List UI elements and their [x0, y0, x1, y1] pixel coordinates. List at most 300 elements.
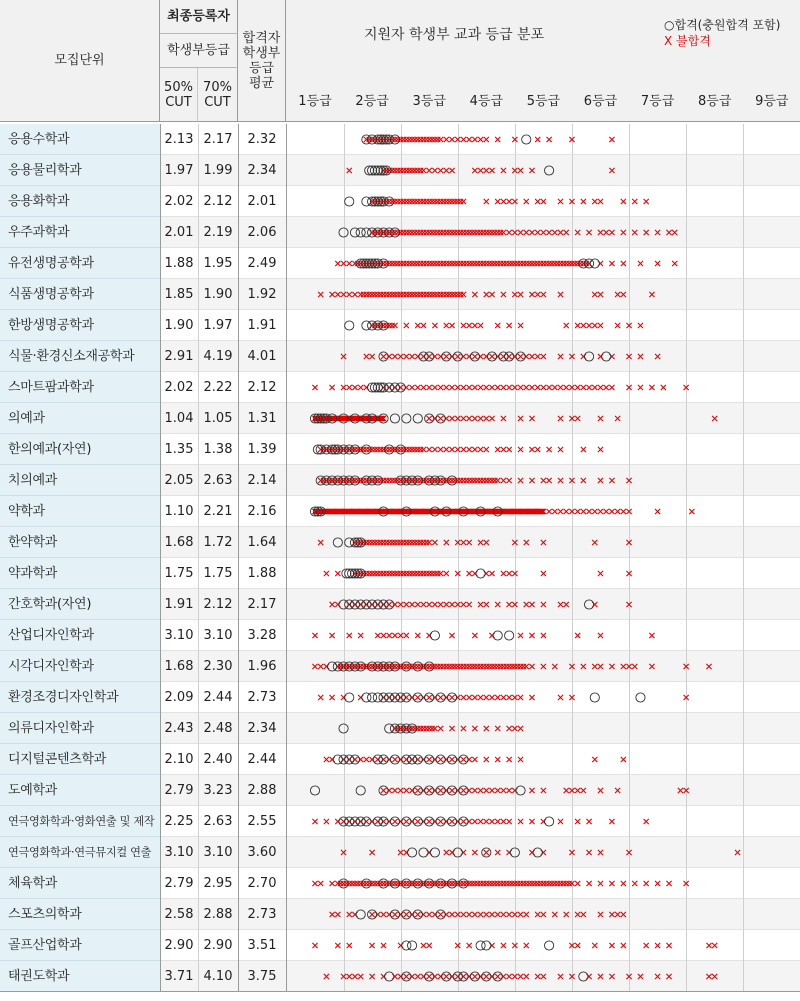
- fail-point: [404, 571, 409, 576]
- fail-point: [330, 695, 335, 700]
- fail-point: [569, 137, 574, 142]
- value-cut70: 1.05: [203, 411, 233, 426]
- fail-point: [435, 199, 440, 204]
- unit-name: 우주과학과: [0, 217, 160, 248]
- fail-point: [655, 974, 660, 979]
- fail-point: [524, 540, 529, 545]
- unit-name: 체육학과: [0, 868, 160, 899]
- fail-point: [484, 385, 489, 390]
- fail-point: [467, 261, 472, 266]
- fail-point: [569, 850, 574, 855]
- fail-point: [372, 447, 377, 452]
- fail-point: [644, 819, 649, 824]
- value-cut50: 3.10: [164, 628, 194, 643]
- fail-point: [455, 571, 460, 576]
- fail-point: [441, 292, 446, 297]
- fail-point: [438, 695, 443, 700]
- fail-point: [489, 230, 494, 235]
- fail-point: [549, 881, 554, 886]
- fail-point: [532, 261, 537, 266]
- value-cut50: 3.71: [164, 969, 194, 984]
- fail-point: [504, 664, 509, 669]
- fail-point: [432, 230, 437, 235]
- value-cut70: 4.19: [203, 349, 233, 364]
- fail-point: [655, 881, 660, 886]
- fail-point: [461, 664, 466, 669]
- fail-point: [478, 261, 483, 266]
- grade-label: 3등급: [412, 94, 446, 109]
- fail-point: [461, 695, 466, 700]
- unit-name: 골프산업학과: [0, 930, 160, 961]
- pass-point: [368, 693, 377, 702]
- fail-point: [518, 416, 523, 421]
- fail-point: [449, 447, 454, 452]
- pass-point: [402, 941, 411, 950]
- fail-point: [412, 540, 417, 545]
- fail-point: [421, 199, 426, 204]
- fail-point: [469, 881, 474, 886]
- fail-point: [449, 323, 454, 328]
- pass-point: [584, 600, 593, 609]
- fail-point: [404, 819, 409, 824]
- fail-point: [449, 912, 454, 917]
- fail-point: [421, 323, 426, 328]
- fail-point: [489, 354, 494, 359]
- fail-point: [609, 912, 614, 917]
- fail-point: [398, 571, 403, 576]
- fail-point: [370, 354, 375, 359]
- unit-name: 유전생명공학과: [0, 248, 160, 279]
- fail-point: [512, 137, 517, 142]
- fail-point: [427, 881, 432, 886]
- fail-point: [444, 168, 449, 173]
- fail-point: [398, 850, 403, 855]
- fail-point: [438, 385, 443, 390]
- fail-point: [518, 478, 523, 483]
- fail-point: [461, 819, 466, 824]
- fail-point: [444, 323, 449, 328]
- pass-point: [373, 693, 382, 702]
- fail-point: [438, 912, 443, 917]
- value-avg: 2.34: [247, 163, 277, 178]
- fail-point: [518, 881, 523, 886]
- pass-point: [310, 786, 319, 795]
- fail-point: [438, 230, 443, 235]
- fail-point: [518, 819, 523, 824]
- pass-point: [482, 941, 491, 950]
- fail-point: [444, 354, 449, 359]
- fail-point: [418, 571, 423, 576]
- pass-point: [345, 538, 354, 547]
- unit-name: 스포츠의학과: [0, 899, 160, 930]
- unit-name: 스마트팜과학과: [0, 372, 160, 403]
- value-cut70: 1.72: [203, 535, 233, 550]
- fail-point: [341, 850, 346, 855]
- unit-name: 한방생명공학과: [0, 310, 160, 341]
- fail-point: [472, 354, 477, 359]
- fail-point: [521, 261, 526, 266]
- fail-point: [429, 199, 434, 204]
- fail-point: [421, 261, 426, 266]
- pass-point: [522, 135, 531, 144]
- fail-point: [598, 912, 603, 917]
- fail-point: [495, 230, 500, 235]
- fail-point: [398, 447, 403, 452]
- fail-point: [467, 416, 472, 421]
- fail-point: [484, 726, 489, 731]
- pass-point: [390, 414, 399, 423]
- fail-point: [478, 788, 483, 793]
- fail-point: [370, 292, 375, 297]
- fail-point: [529, 695, 534, 700]
- fail-point: [598, 633, 603, 638]
- fail-point: [370, 943, 375, 948]
- fail-point: [501, 199, 506, 204]
- value-cut50: 2.09: [164, 690, 194, 705]
- fail-point: [552, 230, 557, 235]
- fail-point: [427, 788, 432, 793]
- fail-point: [395, 292, 400, 297]
- fail-point: [512, 199, 517, 204]
- fail-point: [512, 943, 517, 948]
- fail-point: [370, 540, 375, 545]
- unit-name: 식품생명공학과: [0, 279, 160, 310]
- fail-point: [561, 881, 566, 886]
- fail-point: [484, 447, 489, 452]
- fail-point: [381, 633, 386, 638]
- fail-point: [495, 199, 500, 204]
- fail-point: [518, 695, 523, 700]
- fail-point: [412, 447, 417, 452]
- fail-point: [407, 540, 412, 545]
- fail-point: [615, 912, 620, 917]
- fail-point: [487, 881, 492, 886]
- fail-point: [347, 943, 352, 948]
- fail-point: [398, 199, 403, 204]
- fail-point: [475, 881, 480, 886]
- fail-point: [438, 819, 443, 824]
- value-cut50: 2.13: [164, 132, 194, 147]
- fail-point: [495, 881, 500, 886]
- fail-point: [375, 540, 380, 545]
- fail-point: [529, 788, 534, 793]
- value-cut70: 2.40: [203, 752, 233, 767]
- fail-point: [335, 261, 340, 266]
- fail-point: [424, 230, 429, 235]
- fail-point: [421, 602, 426, 607]
- pass-point: [636, 693, 645, 702]
- fail-point: [438, 447, 443, 452]
- fail-point: [507, 478, 512, 483]
- fail-point: [375, 447, 380, 452]
- fail-point: [564, 912, 569, 917]
- fail-point: [409, 540, 414, 545]
- fail-point: [447, 261, 452, 266]
- fail-point: [481, 261, 486, 266]
- unit-name: 도예학과: [0, 775, 160, 806]
- pass-point: [545, 166, 554, 175]
- fail-point: [609, 509, 614, 514]
- fail-point: [389, 323, 394, 328]
- fail-point: [484, 261, 489, 266]
- fail-point: [509, 664, 514, 669]
- fail-point: [387, 571, 392, 576]
- fail-point: [392, 354, 397, 359]
- fail-point: [569, 416, 574, 421]
- fail-point: [632, 881, 637, 886]
- pass-point: [356, 910, 365, 919]
- fail-point: [478, 912, 483, 917]
- fail-point: [432, 292, 437, 297]
- fail-point: [461, 788, 466, 793]
- fail-point: [358, 385, 363, 390]
- fail-point: [538, 881, 543, 886]
- fail-point: [432, 261, 437, 266]
- fail-point: [404, 633, 409, 638]
- fail-point: [512, 292, 517, 297]
- value-avg: 2.73: [247, 690, 277, 705]
- fail-point: [569, 974, 574, 979]
- fail-point: [541, 230, 546, 235]
- fail-point: [444, 571, 449, 576]
- fail-point: [592, 292, 597, 297]
- fail-point: [427, 447, 432, 452]
- unit-name: 태권도학과: [0, 961, 160, 992]
- fail-point: [378, 540, 383, 545]
- fail-point: [324, 819, 329, 824]
- value-cut70: 3.10: [203, 628, 233, 643]
- fail-point: [507, 571, 512, 576]
- unit-name: 응용물리학과: [0, 155, 160, 186]
- fail-point: [575, 230, 580, 235]
- value-cut70: 2.19: [203, 225, 233, 240]
- fail-point: [478, 540, 483, 545]
- fail-point: [415, 912, 420, 917]
- value-avg: 2.14: [247, 473, 277, 488]
- fail-point: [438, 137, 443, 142]
- fail-point: [541, 540, 546, 545]
- fail-point: [609, 819, 614, 824]
- pass-point: [407, 941, 416, 950]
- fail-point: [638, 261, 643, 266]
- fail-point: [586, 385, 591, 390]
- fail-point: [372, 292, 377, 297]
- fail-point: [312, 664, 317, 669]
- fail-point: [478, 137, 483, 142]
- value-cut70: 2.21: [203, 504, 233, 519]
- dist-title: 지원자 학생부 교과 등급 분포: [364, 27, 545, 43]
- fail-point: [381, 912, 386, 917]
- fail-point: [598, 850, 603, 855]
- fail-point: [370, 850, 375, 855]
- value-cut70: 2.48: [203, 721, 233, 736]
- fail-point: [581, 385, 586, 390]
- value-cut70: 2.63: [203, 473, 233, 488]
- fail-point: [504, 261, 509, 266]
- fail-point: [409, 230, 414, 235]
- fail-point: [438, 788, 443, 793]
- fail-point: [461, 416, 466, 421]
- fail-point: [461, 478, 466, 483]
- fail-point: [407, 199, 412, 204]
- fail-point: [512, 230, 517, 235]
- fail-point: [581, 323, 586, 328]
- fail-point: [501, 664, 506, 669]
- fail-point: [558, 974, 563, 979]
- fail-point: [609, 478, 614, 483]
- value-avg: 2.70: [247, 876, 277, 891]
- fail-point: [472, 385, 477, 390]
- fail-point: [487, 478, 492, 483]
- grade-label: 5등급: [526, 94, 561, 109]
- fail-point: [418, 199, 423, 204]
- fail-point: [455, 354, 460, 359]
- pass-point: [430, 631, 439, 640]
- fail-point: [461, 230, 466, 235]
- fail-point: [407, 261, 412, 266]
- fail-point: [449, 137, 454, 142]
- fail-point: [395, 168, 400, 173]
- fail-point: [632, 199, 637, 204]
- fail-point: [495, 385, 500, 390]
- fail-point: [427, 943, 432, 948]
- fail-point: [569, 199, 574, 204]
- fail-point: [598, 385, 603, 390]
- fail-point: [489, 695, 494, 700]
- fail-point: [529, 261, 534, 266]
- fail-point: [621, 757, 626, 762]
- fail-point: [541, 602, 546, 607]
- fail-point: [330, 602, 335, 607]
- fail-point: [392, 292, 397, 297]
- fail-point: [535, 881, 540, 886]
- value-avg: 2.73: [247, 907, 277, 922]
- fail-point: [367, 571, 372, 576]
- fail-point: [478, 695, 483, 700]
- fail-point: [621, 199, 626, 204]
- fail-point: [404, 199, 409, 204]
- fail-point: [427, 757, 432, 762]
- fail-point: [535, 199, 540, 204]
- fail-point: [415, 974, 420, 979]
- value-cut50: 1.90: [164, 318, 194, 333]
- fail-point: [418, 137, 423, 142]
- value-cut70: 2.44: [203, 690, 233, 705]
- fail-point: [564, 602, 569, 607]
- fail-point: [364, 447, 369, 452]
- fail-point: [529, 819, 534, 824]
- fail-point: [569, 385, 574, 390]
- fail-point: [407, 292, 412, 297]
- fail-point: [381, 571, 386, 576]
- fail-point: [404, 664, 409, 669]
- fail-point: [350, 881, 355, 886]
- fail-point: [427, 261, 432, 266]
- fail-point: [518, 168, 523, 173]
- fail-point: [481, 230, 486, 235]
- fail-point: [404, 354, 409, 359]
- fail-point: [392, 819, 397, 824]
- fail-point: [512, 726, 517, 731]
- fail-point: [415, 447, 420, 452]
- fail-point: [495, 323, 500, 328]
- fail-point: [501, 478, 506, 483]
- fail-point: [644, 230, 649, 235]
- fail-point: [489, 664, 494, 669]
- fail-point: [655, 261, 660, 266]
- fail-point: [415, 292, 420, 297]
- pass-point: [339, 600, 348, 609]
- fail-point: [387, 292, 392, 297]
- value-avg: 1.92: [247, 287, 277, 302]
- fail-point: [638, 354, 643, 359]
- pass-point: [510, 848, 519, 857]
- pass-point: [476, 569, 485, 578]
- fail-point: [512, 168, 517, 173]
- pass-point: [533, 848, 542, 857]
- fail-point: [552, 881, 557, 886]
- fail-point: [461, 323, 466, 328]
- fail-point: [541, 788, 546, 793]
- fail-point: [507, 261, 512, 266]
- fail-point: [547, 137, 552, 142]
- fail-point: [541, 478, 546, 483]
- fail-point: [324, 974, 329, 979]
- fail-point: [558, 416, 563, 421]
- fail-point: [529, 664, 534, 669]
- fail-point: [472, 664, 477, 669]
- fail-point: [387, 447, 392, 452]
- value-cut50: 2.25: [164, 814, 194, 829]
- fail-point: [409, 571, 414, 576]
- fail-point: [501, 912, 506, 917]
- fail-point: [318, 292, 323, 297]
- fail-point: [347, 912, 352, 917]
- value-avg: 3.60: [247, 845, 277, 860]
- fail-point: [592, 943, 597, 948]
- fail-point: [541, 261, 546, 266]
- fail-point: [558, 261, 563, 266]
- fail-point: [518, 912, 523, 917]
- fail-point: [381, 540, 386, 545]
- fail-point: [706, 664, 711, 669]
- unit-name: 치의예과: [0, 465, 160, 496]
- fail-point: [412, 571, 417, 576]
- fail-point: [495, 447, 500, 452]
- fail-point: [447, 199, 452, 204]
- fail-point: [609, 261, 614, 266]
- fail-point: [461, 726, 466, 731]
- fail-point: [415, 230, 420, 235]
- value-avg: 2.12: [247, 380, 277, 395]
- fail-point: [467, 664, 472, 669]
- fail-point: [481, 478, 486, 483]
- fail-point: [518, 323, 523, 328]
- fail-point: [672, 261, 677, 266]
- fail-point: [324, 757, 329, 762]
- fail-point: [575, 385, 580, 390]
- fail-point: [378, 571, 383, 576]
- fail-point: [521, 881, 526, 886]
- fail-point: [375, 292, 380, 297]
- fail-point: [312, 385, 317, 390]
- fail-point: [524, 385, 529, 390]
- fail-point: [478, 416, 483, 421]
- value-cut50: 1.97: [164, 163, 194, 178]
- fail-point: [341, 974, 346, 979]
- pass-point: [579, 972, 588, 981]
- fail-point: [547, 230, 552, 235]
